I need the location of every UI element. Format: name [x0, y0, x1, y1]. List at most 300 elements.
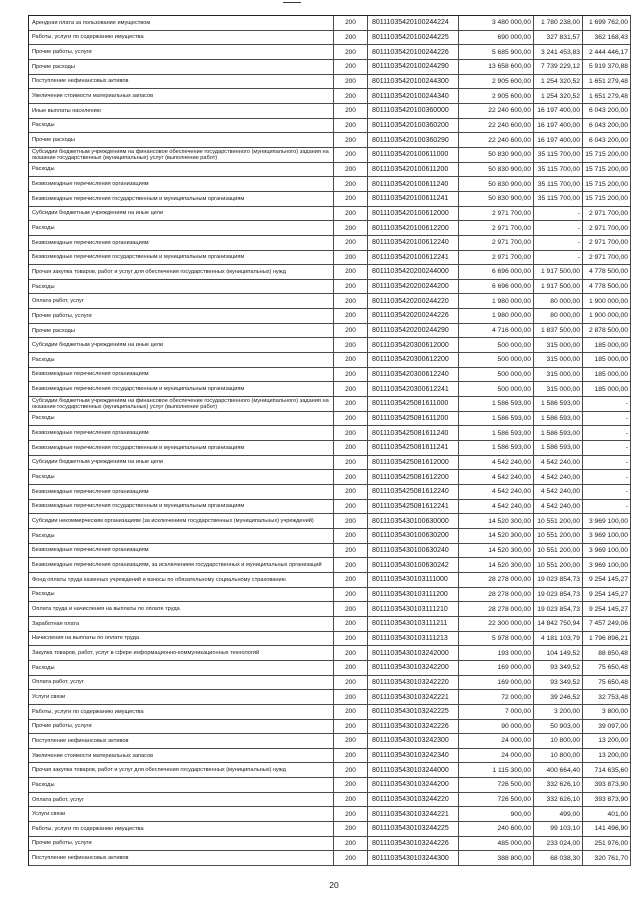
line-code: 200	[334, 338, 368, 352]
expense-item-name: Расходы	[29, 163, 334, 177]
approved-amount: 28 278 000,00	[459, 588, 534, 602]
line-code: 200	[334, 456, 368, 470]
budget-classification-code: 80111035420100612200	[368, 221, 459, 235]
approved-amount: 1 586 593,00	[459, 426, 534, 440]
table-row	[29, 778, 631, 793]
executed-amount: 93 349,52	[534, 661, 583, 675]
remaining-amount: 13 200,00	[583, 734, 631, 748]
expense-item-name: Субсидии бюджетным учреждениям на иные цели	[29, 207, 334, 221]
expense-item-name: Расходы	[29, 353, 334, 367]
line-code: 200	[334, 309, 368, 323]
line-code: 200	[334, 280, 368, 294]
expense-item-name: Поступление нефинансовых активов	[29, 851, 334, 865]
remaining-amount: 15 715 200,00	[583, 163, 631, 177]
approved-amount: 1 980 000,00	[459, 309, 534, 323]
remaining-amount: 9 254 145,27	[583, 573, 631, 587]
budget-classification-code: 80111035420100612000	[368, 207, 459, 221]
line-code: 200	[334, 353, 368, 367]
expense-item-name: Субсидии бюджетным учреждениям на финансовое обеспечение государственного (муниципального) задания на оказание государственных (муниципальных) услуг (выполнение работ)	[29, 148, 334, 162]
budget-classification-code: 80111035430103242340	[368, 749, 459, 763]
budget-classification-code: 80111035420100244300	[368, 75, 459, 89]
executed-amount: 80 000,00	[534, 309, 583, 323]
table-row	[29, 617, 631, 632]
approved-amount: 50 830 900,00	[459, 163, 534, 177]
expense-item-name: Оплата труда и начисления на выплаты по оплате труда	[29, 602, 334, 616]
remaining-amount: -	[583, 412, 631, 426]
budget-classification-code: 80111035430103244200	[368, 778, 459, 792]
table-row	[29, 133, 631, 148]
expense-item-name: Прочая закупка товаров, работ и услуг для обеспечения государственных (муниципальных) нужд	[29, 763, 334, 777]
table-row	[29, 661, 631, 676]
approved-amount: 90 000,00	[459, 720, 534, 734]
executed-amount: 4 181 103,79	[534, 632, 583, 646]
expense-item-name: Расходы	[29, 119, 334, 133]
remaining-amount: 32 753,48	[583, 690, 631, 704]
table-row	[29, 280, 631, 295]
expense-item-name: Безвозмездные перечисления государственным и муниципальным организациям	[29, 382, 334, 396]
remaining-amount: 6 043 200,00	[583, 119, 631, 133]
budget-classification-code: 80111035420300612200	[368, 353, 459, 367]
expense-item-name: Субсидии бюджетным учреждениям на иные цели	[29, 456, 334, 470]
remaining-amount: -	[583, 500, 631, 514]
executed-amount: 1 917 500,00	[534, 265, 583, 279]
table-row	[29, 397, 631, 412]
expense-item-name: Увеличение стоимости материальных запасов	[29, 89, 334, 103]
remaining-amount: 393 873,90	[583, 793, 631, 807]
executed-amount: 4 542 240,00	[534, 456, 583, 470]
approved-amount: 22 300 000,00	[459, 617, 534, 631]
executed-amount: 35 115 700,00	[534, 163, 583, 177]
approved-amount: 28 278 000,00	[459, 602, 534, 616]
table-row	[29, 544, 631, 559]
budget-classification-code: 80111035430103242200	[368, 661, 459, 675]
executed-amount: 10 800,00	[534, 734, 583, 748]
line-code: 200	[334, 837, 368, 851]
table-row	[29, 368, 631, 383]
executed-amount: 315 000,00	[534, 338, 583, 352]
remaining-amount: 15 715 200,00	[583, 192, 631, 206]
expense-item-name: Безвозмездные перечисления организациям	[29, 368, 334, 382]
line-code: 200	[334, 104, 368, 118]
table-row	[29, 236, 631, 251]
remaining-amount: 3 969 100,00	[583, 514, 631, 528]
expense-item-name: Субсидии некоммерческим организациям (за исключением государственных (муниципальных) учреждений)	[29, 514, 334, 528]
remaining-amount: 6 043 200,00	[583, 104, 631, 118]
expense-item-name: Безвозмездные перечисления организациям	[29, 426, 334, 440]
remaining-amount: 185 000,00	[583, 338, 631, 352]
remaining-amount: 88 850,48	[583, 646, 631, 660]
budget-classification-code: 80111035430103111213	[368, 632, 459, 646]
executed-amount: 10 551 200,00	[534, 544, 583, 558]
remaining-amount: 4 778 500,00	[583, 265, 631, 279]
budget-classification-code: 80111035420100360290	[368, 133, 459, 147]
table-row	[29, 353, 631, 368]
executed-amount: 332 626,10	[534, 793, 583, 807]
executed-amount: 4 542 240,00	[534, 485, 583, 499]
expense-item-name: Услуги связи	[29, 807, 334, 821]
table-row	[29, 851, 631, 866]
remaining-amount: 185 000,00	[583, 382, 631, 396]
expense-item-name: Иные выплаты населению	[29, 104, 334, 118]
remaining-amount: 15 715 200,00	[583, 177, 631, 191]
approved-amount: 4 542 240,00	[459, 456, 534, 470]
table-row	[29, 573, 631, 588]
executed-amount: 104 149,52	[534, 646, 583, 660]
approved-amount: 169 000,00	[459, 661, 534, 675]
remaining-amount: -	[583, 470, 631, 484]
line-code: 200	[334, 324, 368, 338]
table-row	[29, 104, 631, 119]
expense-item-name: Фонд оплаты труда казенных учреждений и взносы по обязательному социальному страхованию	[29, 573, 334, 587]
table-row	[29, 324, 631, 339]
remaining-amount: 185 000,00	[583, 353, 631, 367]
executed-amount: 19 023 854,73	[534, 602, 583, 616]
budget-classification-code: 80111035420100611000	[368, 148, 459, 162]
approved-amount: 14 520 300,00	[459, 558, 534, 572]
budget-classification-code: 80111035430103111000	[368, 573, 459, 587]
table-row	[29, 793, 631, 808]
expense-item-name: Прочие работы, услуги	[29, 309, 334, 323]
line-code: 200	[334, 602, 368, 616]
approved-amount: 2 971 700,00	[459, 251, 534, 265]
budget-classification-code: 80111035420100611240	[368, 177, 459, 191]
budget-classification-code: 80111035430103244221	[368, 807, 459, 821]
table-row	[29, 763, 631, 778]
line-code: 200	[334, 192, 368, 206]
approved-amount: 1 586 593,00	[459, 412, 534, 426]
remaining-amount: 4 778 500,00	[583, 280, 631, 294]
line-code: 200	[334, 163, 368, 177]
approved-amount: 500 000,00	[459, 338, 534, 352]
line-code: 200	[334, 441, 368, 455]
line-code: 200	[334, 558, 368, 572]
expense-item-name: Услуги связи	[29, 690, 334, 704]
remaining-amount: 2 971 700,00	[583, 221, 631, 235]
approved-amount: 7 000,00	[459, 705, 534, 719]
table-row	[29, 558, 631, 573]
budget-classification-code: 80111035430103111200	[368, 588, 459, 602]
line-code: 200	[334, 807, 368, 821]
executed-amount: 1 917 500,00	[534, 280, 583, 294]
executed-amount: 7 739 229,12	[534, 60, 583, 74]
line-code: 200	[334, 646, 368, 660]
table-row	[29, 382, 631, 397]
remaining-amount: 401,00	[583, 807, 631, 821]
executed-amount: 332 626,10	[534, 778, 583, 792]
budget-classification-code: 80111035420100244225	[368, 31, 459, 45]
table-row	[29, 514, 631, 529]
approved-amount: 485 000,00	[459, 837, 534, 851]
remaining-amount: 1 699 762,00	[583, 16, 631, 30]
budget-classification-code: 80111035425081611200	[368, 412, 459, 426]
approved-amount: 28 278 000,00	[459, 573, 534, 587]
remaining-amount: 2 878 500,00	[583, 324, 631, 338]
budget-classification-code: 80111035430103242300	[368, 734, 459, 748]
budget-classification-code: 80111035430103242000	[368, 646, 459, 660]
table-row	[29, 207, 631, 222]
table-row	[29, 426, 631, 441]
line-code: 200	[334, 778, 368, 792]
approved-amount: 726 500,00	[459, 793, 534, 807]
remaining-amount: 362 168,43	[583, 31, 631, 45]
line-code: 200	[334, 661, 368, 675]
budget-classification-code: 80111035430100630240	[368, 544, 459, 558]
expense-item-name: Расходы	[29, 529, 334, 543]
executed-amount: 10 551 200,00	[534, 514, 583, 528]
budget-classification-code: 80111035430103242220	[368, 676, 459, 690]
line-code: 200	[334, 426, 368, 440]
line-code: 200	[334, 294, 368, 308]
executed-amount: 68 038,30	[534, 851, 583, 865]
budget-classification-code: 80111035430100630242	[368, 558, 459, 572]
approved-amount: 24 000,00	[459, 734, 534, 748]
executed-amount: 19 023 854,73	[534, 573, 583, 587]
table-row	[29, 529, 631, 544]
table-row	[29, 60, 631, 75]
remaining-amount: 15 715 200,00	[583, 148, 631, 162]
expense-item-name: Поступление нефинансовых активов	[29, 75, 334, 89]
budget-classification-code: 80111035430100630000	[368, 514, 459, 528]
executed-amount: 1 586 593,00	[534, 426, 583, 440]
remaining-amount: 251 976,00	[583, 837, 631, 851]
approved-amount: 193 000,00	[459, 646, 534, 660]
remaining-amount: 6 043 200,00	[583, 133, 631, 147]
executed-amount: 10 800,00	[534, 749, 583, 763]
budget-classification-code: 80111035420200244220	[368, 294, 459, 308]
approved-amount: 22 240 600,00	[459, 119, 534, 133]
executed-amount: 4 542 240,00	[534, 470, 583, 484]
approved-amount: 500 000,00	[459, 368, 534, 382]
line-code: 200	[334, 45, 368, 59]
expense-item-name: Оплата работ, услуг	[29, 793, 334, 807]
expense-item-name: Безвозмездные перечисления государственным и муниципальным организациям	[29, 441, 334, 455]
executed-amount: 233 024,00	[534, 837, 583, 851]
expense-item-name: Безвозмездные перечисления организациям	[29, 544, 334, 558]
expense-item-name: Оплата работ, услуг	[29, 294, 334, 308]
line-code: 200	[334, 251, 368, 265]
budget-classification-code: 80111035430103242221	[368, 690, 459, 704]
remaining-amount: 1 900 000,00	[583, 294, 631, 308]
executed-amount: 35 115 700,00	[534, 177, 583, 191]
line-code: 200	[334, 148, 368, 162]
table-row	[29, 690, 631, 705]
approved-amount: 500 000,00	[459, 382, 534, 396]
line-code: 200	[334, 793, 368, 807]
table-row	[29, 251, 631, 266]
table-row	[29, 632, 631, 647]
line-code: 200	[334, 573, 368, 587]
executed-amount: 1 254 320,52	[534, 89, 583, 103]
executed-amount: 99 103,10	[534, 822, 583, 836]
approved-amount: 726 500,00	[459, 778, 534, 792]
remaining-amount: 2 971 700,00	[583, 251, 631, 265]
expense-item-name: Расходы	[29, 661, 334, 675]
line-code: 200	[334, 632, 368, 646]
table-row	[29, 221, 631, 236]
table-row	[29, 676, 631, 691]
line-code: 200	[334, 544, 368, 558]
expense-item-name: Прочая закупка товаров, работ и услуг для обеспечения государственных (муниципальных) нужд	[29, 265, 334, 279]
executed-amount: 35 115 700,00	[534, 192, 583, 206]
remaining-amount: 5 919 370,88	[583, 60, 631, 74]
remaining-amount: 75 650,48	[583, 676, 631, 690]
remaining-amount: 185 000,00	[583, 368, 631, 382]
executed-amount: 16 197 400,00	[534, 119, 583, 133]
expense-item-name: Увеличение стоимости материальных запасов	[29, 749, 334, 763]
approved-amount: 4 542 240,00	[459, 500, 534, 514]
expense-item-name: Прочие расходы	[29, 133, 334, 147]
expense-item-name: Заработная плата	[29, 617, 334, 631]
approved-amount: 1 980 000,00	[459, 294, 534, 308]
remaining-amount: 1 651 279,48	[583, 89, 631, 103]
approved-amount: 6 696 000,00	[459, 265, 534, 279]
table-row	[29, 588, 631, 603]
table-row	[29, 163, 631, 178]
budget-classification-code: 80111035420300612000	[368, 338, 459, 352]
line-code: 200	[334, 470, 368, 484]
table-row	[29, 602, 631, 617]
budget-classification-code: 80111035425081611240	[368, 426, 459, 440]
line-code: 200	[334, 31, 368, 45]
executed-amount: 327 831,57	[534, 31, 583, 45]
expense-item-name: Расходы	[29, 588, 334, 602]
line-code: 200	[334, 75, 368, 89]
budget-classification-code: 80111035430103244300	[368, 851, 459, 865]
line-code: 200	[334, 221, 368, 235]
line-code: 200	[334, 412, 368, 426]
executed-amount: 1 586 593,00	[534, 441, 583, 455]
table-row	[29, 646, 631, 661]
approved-amount: 4 716 000,00	[459, 324, 534, 338]
table-row	[29, 31, 631, 46]
remaining-amount: -	[583, 485, 631, 499]
table-row	[29, 822, 631, 837]
remaining-amount: 2 444 446,17	[583, 45, 631, 59]
line-code: 200	[334, 734, 368, 748]
approved-amount: 50 830 900,00	[459, 177, 534, 191]
budget-classification-code: 80111035420100360000	[368, 104, 459, 118]
budget-classification-code: 80111035420200244290	[368, 324, 459, 338]
line-code: 200	[334, 588, 368, 602]
budget-classification-code: 80111035420300612241	[368, 382, 459, 396]
remaining-amount: 1 796 896,21	[583, 632, 631, 646]
executed-amount: 315 000,00	[534, 382, 583, 396]
table-row	[29, 749, 631, 764]
budget-classification-code: 80111035420100611241	[368, 192, 459, 206]
executed-amount: 1 837 500,00	[534, 324, 583, 338]
executed-amount: 400 664,40	[534, 763, 583, 777]
expense-item-name: Прочие работы, услуги	[29, 45, 334, 59]
budget-classification-code: 80111035420200244000	[368, 265, 459, 279]
line-code: 200	[334, 16, 368, 30]
approved-amount: 5 978 000,00	[459, 632, 534, 646]
approved-amount: 6 696 000,00	[459, 280, 534, 294]
expense-item-name: Безвозмездные перечисления государственным и муниципальным организациям	[29, 500, 334, 514]
executed-amount: 16 197 400,00	[534, 133, 583, 147]
expense-item-name: Начисления на выплаты по оплате труда	[29, 632, 334, 646]
line-code: 200	[334, 133, 368, 147]
remaining-amount: 141 496,90	[583, 822, 631, 836]
expense-item-name: Работы, услуги по содержанию имущества	[29, 705, 334, 719]
line-code: 200	[334, 822, 368, 836]
expense-item-name: Безвозмездные перечисления государственным и муниципальным организациям	[29, 192, 334, 206]
approved-amount: 2 905 600,00	[459, 89, 534, 103]
remaining-amount: -	[583, 397, 631, 411]
line-code: 200	[334, 690, 368, 704]
approved-amount: 24 000,00	[459, 749, 534, 763]
budget-classification-code: 80111035430103242226	[368, 720, 459, 734]
budget-classification-code: 80111035420100612240	[368, 236, 459, 250]
remaining-amount: 75 650,48	[583, 661, 631, 675]
budget-classification-code: 80111035420100244340	[368, 89, 459, 103]
executed-amount: 50 903,00	[534, 720, 583, 734]
executed-amount: 14 842 750,94	[534, 617, 583, 631]
remaining-amount: 3 800,00	[583, 705, 631, 719]
expense-item-name: Безвозмездные перечисления организациям	[29, 177, 334, 191]
line-code: 200	[334, 763, 368, 777]
approved-amount: 900,00	[459, 807, 534, 821]
table-row	[29, 720, 631, 735]
budget-classification-code: 80111035430100630200	[368, 529, 459, 543]
line-code: 200	[334, 705, 368, 719]
executed-amount: -	[534, 236, 583, 250]
executed-amount: 3 200,00	[534, 705, 583, 719]
budget-classification-code: 80111035420200244226	[368, 309, 459, 323]
approved-amount: 50 830 900,00	[459, 192, 534, 206]
remaining-amount: 9 254 145,27	[583, 602, 631, 616]
approved-amount: 4 542 240,00	[459, 470, 534, 484]
expense-item-name: Прочие расходы	[29, 324, 334, 338]
executed-amount: 39 246,52	[534, 690, 583, 704]
approved-amount: 14 520 300,00	[459, 514, 534, 528]
executed-amount: -	[534, 221, 583, 235]
table-row	[29, 470, 631, 485]
expense-item-name: Безвозмездные перечисления организациям	[29, 485, 334, 499]
table-row	[29, 75, 631, 90]
table-row	[29, 485, 631, 500]
approved-amount: 14 520 300,00	[459, 529, 534, 543]
approved-amount: 2 971 700,00	[459, 236, 534, 250]
remaining-amount: 3 969 100,00	[583, 544, 631, 558]
budget-classification-code: 80111035425081612000	[368, 456, 459, 470]
approved-amount: 1 586 593,00	[459, 397, 534, 411]
table-row	[29, 294, 631, 309]
expense-item-name: Арендная плата за пользование имуществом	[29, 16, 334, 30]
line-code: 200	[334, 500, 368, 514]
approved-amount: 72 000,00	[459, 690, 534, 704]
budget-classification-code: 80111035420100612241	[368, 251, 459, 265]
table-row	[29, 192, 631, 207]
line-code: 200	[334, 236, 368, 250]
budget-classification-code: 80111035425081611000	[368, 397, 459, 411]
budget-classification-code: 80111035420100244224	[368, 16, 459, 30]
remaining-amount: 393 873,90	[583, 778, 631, 792]
budget-classification-code: 80111035425081611241	[368, 441, 459, 455]
line-code: 200	[334, 368, 368, 382]
expense-item-name: Поступление нефинансовых активов	[29, 734, 334, 748]
table-row	[29, 89, 631, 104]
report-table	[28, 15, 631, 866]
remaining-amount: 1 900 000,00	[583, 309, 631, 323]
expense-item-name: Закупка товаров, работ, услуг в сфере информационно-коммуникационных технологий	[29, 646, 334, 660]
remaining-amount: 7 457 249,06	[583, 617, 631, 631]
remaining-amount: 1 651 279,48	[583, 75, 631, 89]
remaining-amount: 2 971 700,00	[583, 207, 631, 221]
remaining-amount: 3 969 100,00	[583, 558, 631, 572]
expense-item-name: Работы, услуги по содержанию имущества	[29, 822, 334, 836]
executed-amount: 1 780 238,00	[534, 16, 583, 30]
budget-classification-code: 80111035420100244290	[368, 60, 459, 74]
